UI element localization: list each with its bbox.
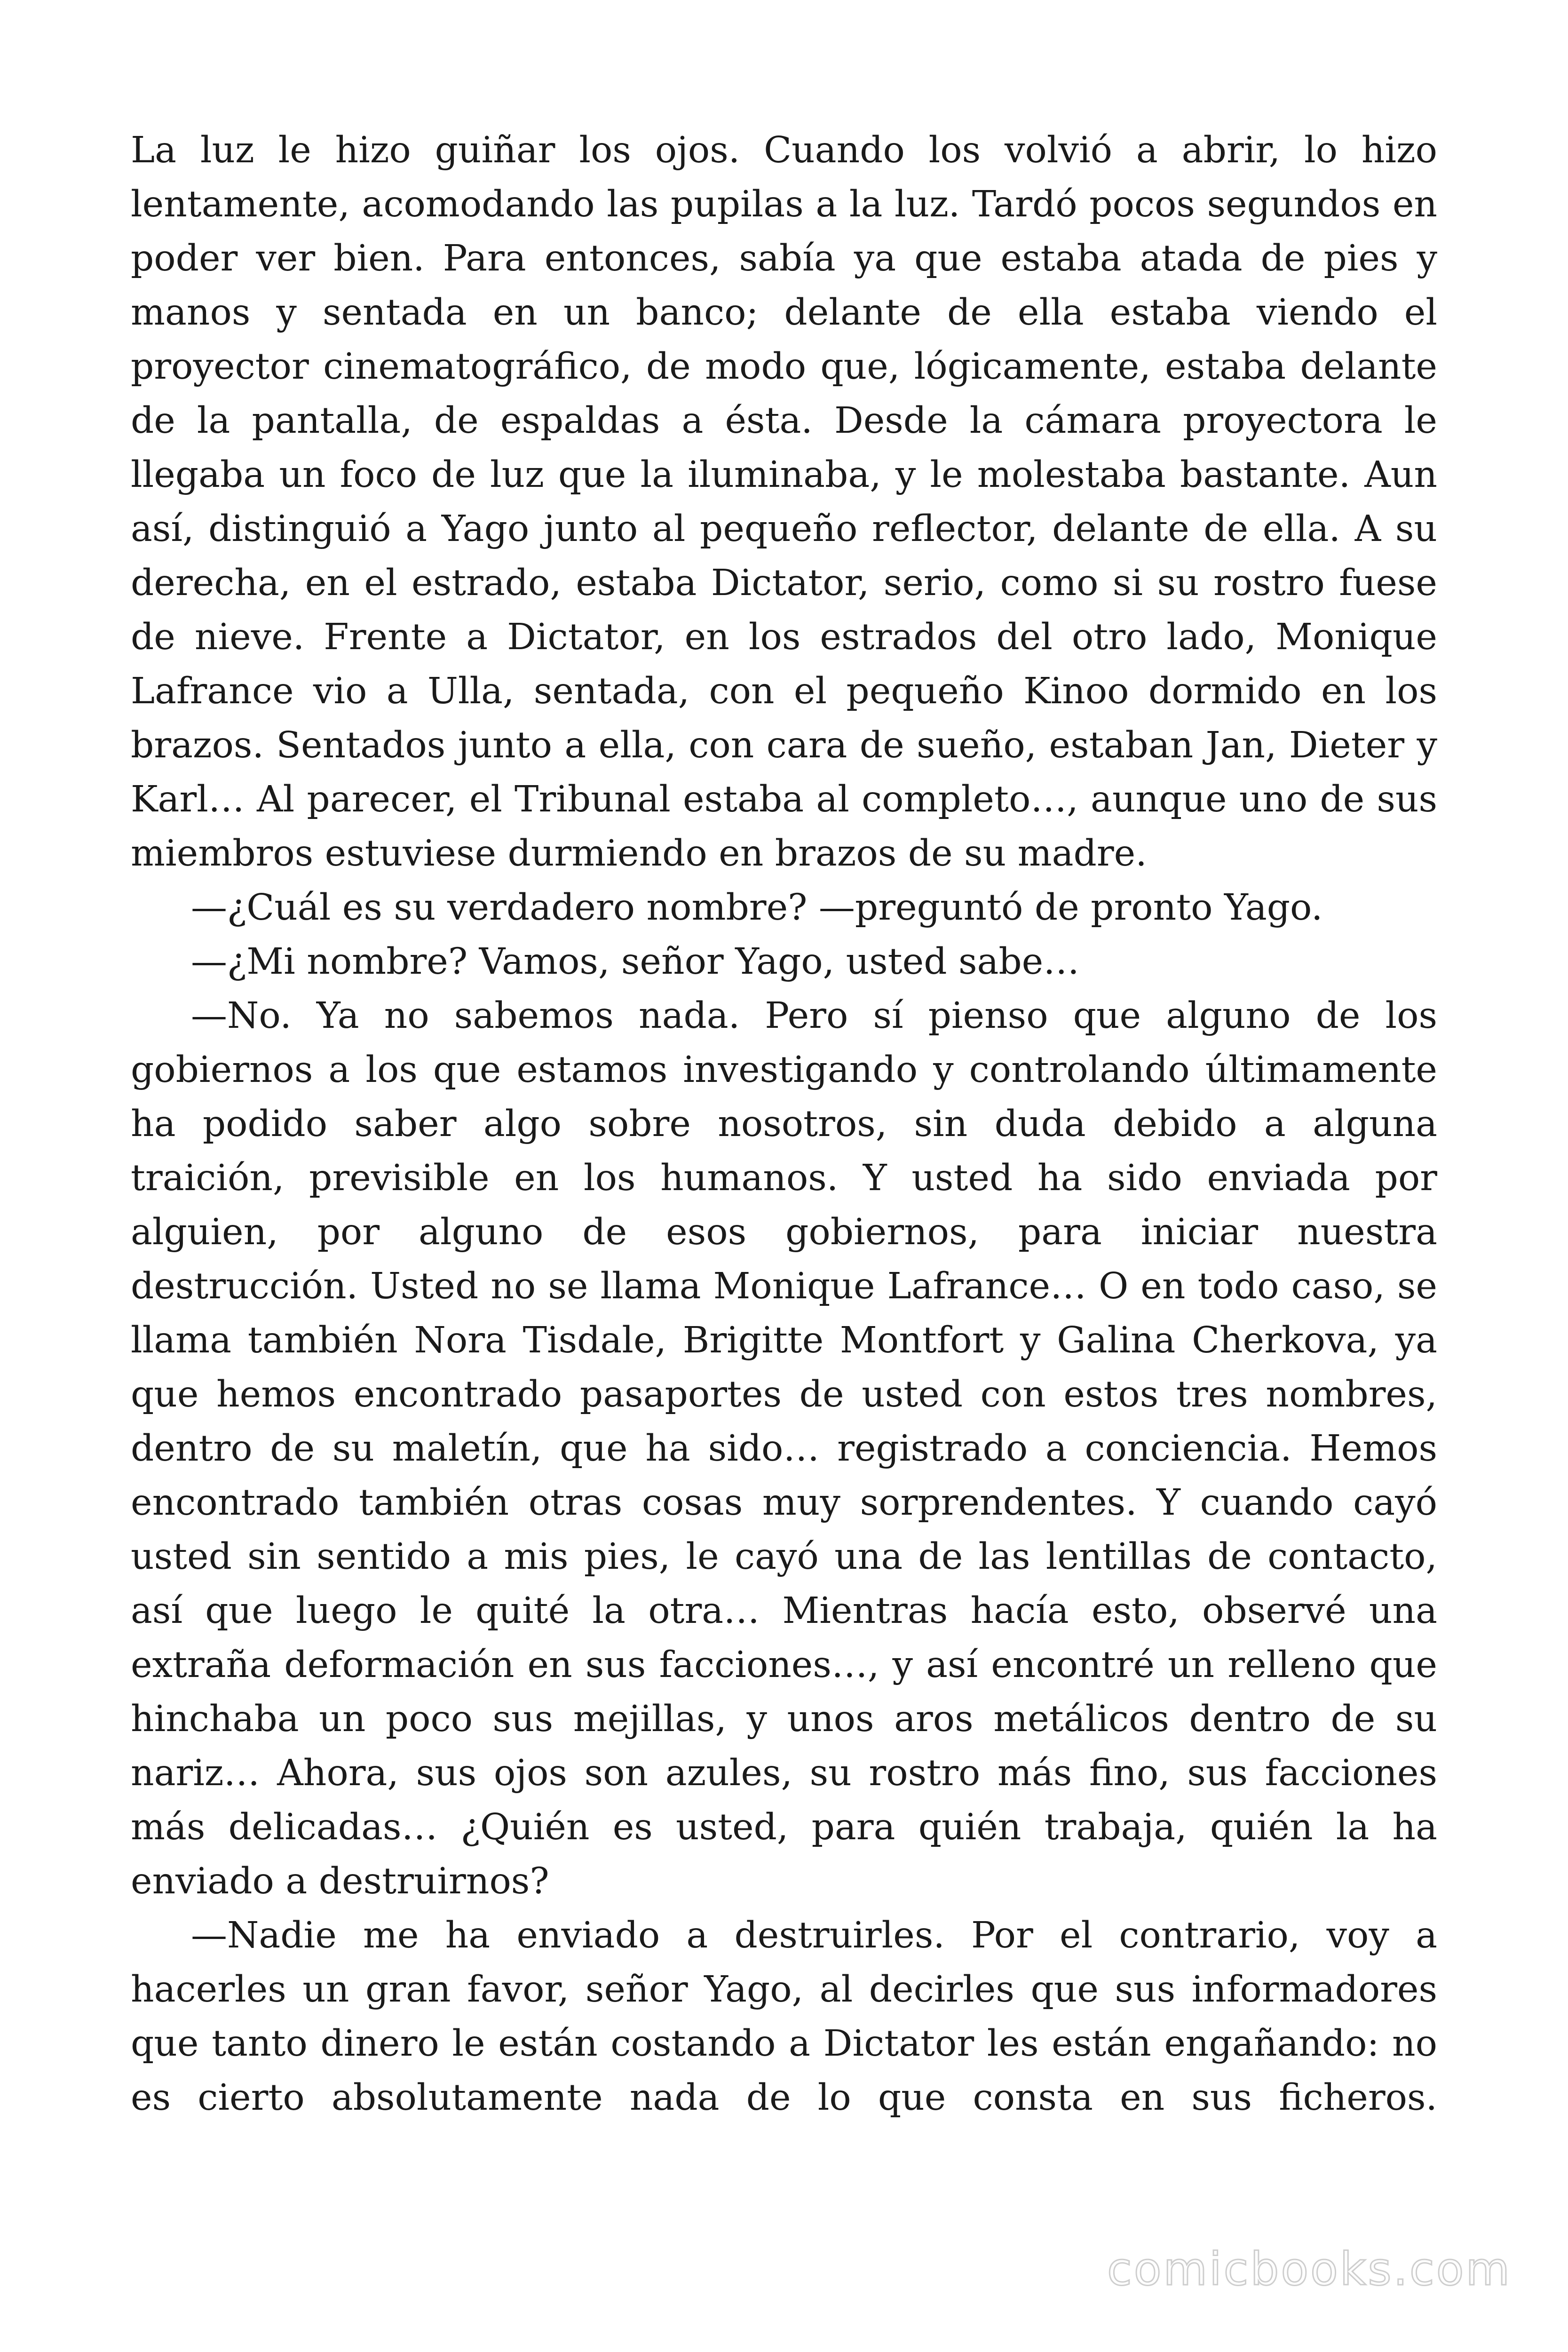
paragraph-dialogue-reply: —¿Mi nombre? Vamos, señor Yago, usted sabe…: [191, 941, 1080, 983]
watermark: comicbooks.com: [1107, 2243, 1512, 2296]
paragraph-dialogue-yago: —No. Ya no sabemos nada. Pero sí pienso que alguno de los gobiernos a los que estamos investigando y controlando últimamente ha podido saber algo sobre nosotros, sin duda debido a alguna traición, previsible en los humanos. Y usted ha sido enviada por alguien, por alguno de esos gobiernos, para iniciar nuestra destrucción. Usted no se llama Monique Lafrance… O en todo caso, se llama también Nora Tisdale, Brigitte Montfort y Galina Cherkova, ya que hemos encontrado pasaportes de usted con estos tres nombres, dentro de su maletín, que ha sido… registrado a conciencia. Hemos encontrado también otras cosas muy sorprendentes. Y cuando cayó usted sin sentido a mis pies, le cayó una de las lentillas de contacto, así que luego le quité la otra… Mientras hacía esto, observé una extraña deformación en sus facciones…, y así encontré un relleno que hinchaba un poco sus mejillas, y unos aros metálicos dentro de su nariz… Ahora, sus ojos son azules, su rostro más fino, sus facciones más delicadas… ¿Quién es usted, para quién trabaja, quién la ha enviado a destruirnos?: [131, 995, 1437, 1902]
paragraph-dialogue-monique: —Nadie me ha enviado a destruirles. Por el contrario, voy a hacerles un gran favor, señor Yago, al decirles que sus informadores que tanto dinero le están costando a Dictator les están engañando: no es cierto absolutamente nada de lo que consta en sus ficheros.: [131, 1915, 1437, 2119]
paragraph-narration: La luz le hizo guiñar los ojos. Cuando los volvió a abrir, lo hizo lentamente, acomodando las pupilas a la luz. Tardó pocos segundos en poder ver bien. Para entonces, sabía ya que estaba atada de pies y manos y sentada en un banco; delante de ella estaba viendo el proyector cinematográfico, de modo que, lógicamente, estaba delante de la pantalla, de espaldas a ésta. Desde la cámara proyectora le llegaba un foco de luz que la iluminaba, y le molestaba bastante. Aun así, distinguió a Yago junto al pequeño reflector, delante de ella. A su derecha, en el estrado, estaba Dictator, serio, como si su rostro fuese de nieve. Frente a Dictator, en los estrados del otro lado, Monique Lafrance vio a Ulla, sentada, con el pequeño Kinoo dormido en los brazos. Sentados junto a ella, con cara de sueño, estaban Jan, Dieter y Karl… Al parecer, el Tribunal estaba al completo…, aunque uno de sus miembros estuviese durmiendo en brazos de su madre.: [131, 129, 1437, 874]
paragraph-dialogue-question: —¿Cuál es su verdadero nombre? —preguntó de pronto Yago.: [191, 887, 1323, 929]
body-text: [131, 123, 1437, 2125]
